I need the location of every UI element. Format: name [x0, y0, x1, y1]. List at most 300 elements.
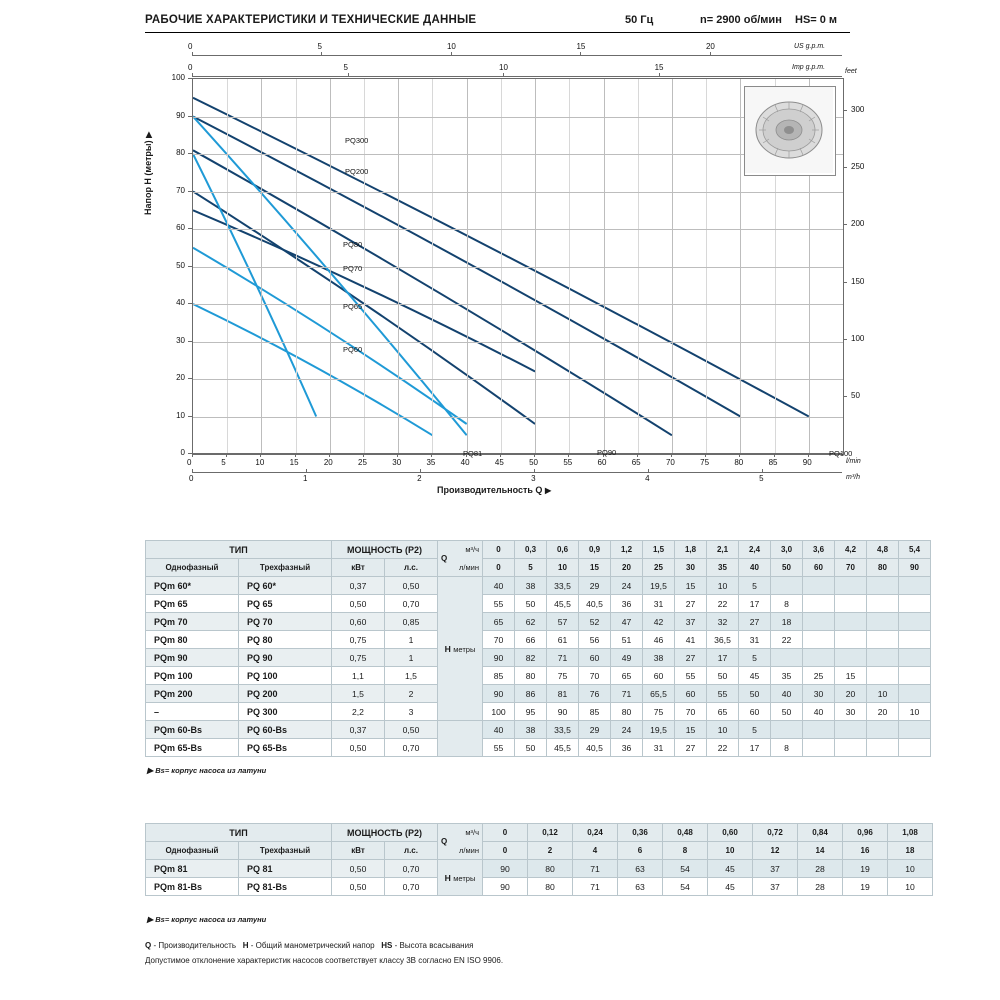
cell-h-3: 63	[618, 878, 663, 896]
cell-kw: 0,75	[332, 631, 385, 649]
cell-h-0: 90	[483, 685, 515, 703]
table-row	[146, 703, 931, 721]
x-tick	[431, 453, 432, 457]
cell-h-9: 40	[771, 685, 803, 703]
cell-h-8: 5	[739, 649, 771, 667]
cell-single-phase: PQm 80	[146, 631, 239, 649]
cell-h-3: 52	[579, 613, 611, 631]
x-tick	[534, 453, 535, 457]
x-tick-label: 10	[255, 458, 265, 467]
x-tick	[500, 453, 501, 457]
x-tick	[363, 453, 364, 457]
cell-h-7: 28	[798, 878, 843, 896]
cell-h-13	[899, 739, 931, 757]
x-axis-unit-m3h: m³/h	[846, 474, 860, 481]
cell-kw: 0,37	[332, 721, 385, 739]
cell-h-4: 51	[611, 631, 643, 649]
th-q-lmin-0: 0	[483, 842, 528, 860]
top2-tick-label: 10	[499, 63, 508, 72]
y-tick-label: 40	[176, 298, 185, 307]
top1-tick-label: 0	[188, 42, 193, 51]
top2-tick	[503, 73, 504, 77]
cell-h-1: 50	[515, 739, 547, 757]
cell-h-8: 5	[739, 577, 771, 595]
cell-h-13	[899, 667, 931, 685]
table2-note: ▶ Bs= корпус насоса из латуни	[147, 915, 267, 924]
cell-h-7: 36,5	[707, 631, 739, 649]
x2-tick-label: 2	[417, 474, 422, 483]
cell-h-6: 60	[675, 685, 707, 703]
cell-h-1: 62	[515, 613, 547, 631]
cell-h-2: 71	[573, 860, 618, 878]
y-right-axis-unit: feet	[845, 68, 857, 75]
cell-h-0: 55	[483, 739, 515, 757]
cell-h-2: 71	[547, 649, 579, 667]
cell-h-11	[835, 631, 867, 649]
cell-h-6: 15	[675, 721, 707, 739]
cell-h-12	[867, 631, 899, 649]
y-tick	[188, 416, 192, 417]
cell-h-6: 37	[753, 860, 798, 878]
top1-tick-label: 20	[705, 42, 715, 51]
table-row	[146, 685, 931, 703]
cell-h-11: 30	[835, 703, 867, 721]
cell-h-12	[867, 667, 899, 685]
x-tick	[397, 453, 398, 457]
th-q-m3h-2: 0,24	[573, 824, 618, 842]
cell-single-phase: PQm 65	[146, 595, 239, 613]
cell-h-8: 60	[739, 703, 771, 721]
cell-hp: 2	[385, 685, 438, 703]
th-q-m3h-7: 0,84	[798, 824, 843, 842]
top1-tick	[451, 52, 452, 56]
x-tick-label: 35	[426, 458, 436, 467]
cell-single-phase: PQm 60-Bs	[146, 721, 239, 739]
cell-h-6: 27	[675, 595, 707, 613]
cell-h-8: 17	[739, 739, 771, 757]
x-tick-label: 85	[768, 458, 778, 467]
header-divider	[145, 32, 850, 33]
cell-h-7: 10	[707, 721, 739, 739]
top1-tick	[710, 52, 711, 56]
y-right-tick	[843, 110, 847, 111]
cell-h-8: 31	[739, 631, 771, 649]
cell-single-phase: PQm 200	[146, 685, 239, 703]
cell-h-0: 40	[483, 577, 515, 595]
cell-three-phase: PQ 81	[239, 860, 332, 878]
cell-h-1: 80	[528, 878, 573, 896]
cell-kw: 0,50	[332, 860, 385, 878]
cell-h-7: 22	[707, 595, 739, 613]
th-q-lmin-9: 50	[771, 559, 803, 577]
th-q-lmin-1: 5	[515, 559, 547, 577]
y-tick	[188, 228, 192, 229]
cell-h-2: 75	[547, 667, 579, 685]
cell-kw: 0,60	[332, 613, 385, 631]
y-tick-label: 80	[176, 148, 185, 157]
th-q-m3h-6: 0,72	[753, 824, 798, 842]
y-right-tick	[843, 282, 847, 283]
th-q-m3h-5: 0,60	[708, 824, 753, 842]
grid-line-horizontal	[193, 417, 843, 418]
cell-h-10: 30	[803, 685, 835, 703]
th-q-lmin-2: 10	[547, 559, 579, 577]
x-tick-label: 0	[187, 458, 192, 467]
page-title: РАБОЧИЕ ХАРАКТЕРИСТИКИ И ТЕХНИЧЕСКИЕ ДАННЫЕ	[145, 14, 477, 26]
th-power-t2: МОЩНОСТЬ (P2)	[332, 824, 438, 842]
th-q-m3h-1: 0,12	[528, 824, 573, 842]
x-tick	[568, 453, 569, 457]
cell-h-7: 65	[707, 703, 739, 721]
cell-h-8: 19	[843, 878, 888, 896]
cell-h-8: 5	[739, 721, 771, 739]
y-tick-label: 70	[176, 185, 185, 195]
cell-h-2: 61	[547, 631, 579, 649]
impeller-image	[744, 86, 836, 176]
grid-line-horizontal	[193, 304, 843, 305]
cell-kw: 2,2	[332, 703, 385, 721]
th-q-lmin-6: 30	[675, 559, 707, 577]
x-tick-label: 90	[802, 458, 812, 467]
th-q-m3h-5: 1,5	[643, 541, 675, 559]
th-power-t1: МОЩНОСТЬ (P2)	[332, 541, 438, 559]
x-tick	[295, 453, 296, 457]
cell-h-12	[867, 739, 899, 757]
y-right-tick-label: 150	[851, 276, 865, 286]
th-q-lmin-10: 60	[803, 559, 835, 577]
y-tick-label: 10	[176, 410, 185, 420]
performance-chart	[143, 40, 865, 505]
th-q-t1: м³/ч Q л/мин	[438, 541, 483, 577]
top2-tick	[192, 73, 193, 77]
cell-h-5: 45	[708, 878, 753, 896]
grid-line-horizontal	[193, 267, 843, 268]
cell-h-12	[867, 613, 899, 631]
cell-h-1: 66	[515, 631, 547, 649]
cell-h-11	[835, 649, 867, 667]
cell-h-2: 81	[547, 685, 579, 703]
performance-table-2	[145, 823, 933, 896]
cell-hp: 1,5	[385, 667, 438, 685]
cell-kw: 1,5	[332, 685, 385, 703]
y-right-tick-label: 250	[851, 162, 865, 172]
th-q-lmin-1: 2	[528, 842, 573, 860]
x-tick-label: 5	[221, 458, 226, 467]
cell-h-7: 50	[707, 667, 739, 685]
cell-h-0: 100	[483, 703, 515, 721]
x2-tick-label: 0	[189, 474, 194, 483]
top-axis-unit-impgpm: Imp g.p.m.	[792, 64, 826, 71]
cell-kw: 0,75	[332, 649, 385, 667]
th-q-lmin-9: 18	[888, 842, 933, 860]
cell-h-12: 20	[867, 703, 899, 721]
cell-h-3: 60	[579, 649, 611, 667]
cell-h-6: 15	[675, 577, 707, 595]
top1-tick-label: 15	[576, 42, 586, 51]
x-tick-label: 15	[289, 458, 299, 467]
cell-h-2: 71	[573, 878, 618, 896]
th-q-lmin-3: 6	[618, 842, 663, 860]
y-tick	[188, 78, 192, 79]
y-right-tick	[843, 224, 847, 225]
cell-hp: 0,85	[385, 613, 438, 631]
cell-three-phase: PQ 65-Bs	[239, 739, 332, 757]
x-tick	[260, 453, 261, 457]
cell-h-10	[803, 721, 835, 739]
cell-h-2: 90	[547, 703, 579, 721]
top2-tick-label: 0	[188, 63, 193, 72]
top1-tick-label: 10	[446, 42, 456, 51]
cell-h-5: 38	[643, 649, 675, 667]
x2-tick-label: 3	[531, 474, 536, 483]
cell-hp: 0,70	[385, 860, 438, 878]
x-tick	[637, 453, 638, 457]
x-tick-label: 80	[734, 458, 744, 467]
y-tick	[188, 191, 192, 192]
cell-h-10: 25	[803, 667, 835, 685]
th-q-m3h-2: 0,6	[547, 541, 579, 559]
th-q-lmin-7: 35	[707, 559, 739, 577]
cell-h-9: 8	[771, 739, 803, 757]
cell-three-phase: PQ 60-Bs	[239, 721, 332, 739]
cell-three-phase: PQ 65	[239, 595, 332, 613]
cell-h-0: 40	[483, 721, 515, 739]
th-q-lmin-4: 20	[611, 559, 643, 577]
grid-line-horizontal	[193, 229, 843, 230]
th-q-m3h-9: 1,08	[888, 824, 933, 842]
table-row	[146, 878, 933, 896]
cell-hp: 0,70	[385, 595, 438, 613]
cell-h-1: 80	[515, 667, 547, 685]
cell-h-11	[835, 739, 867, 757]
cell-h-11	[835, 595, 867, 613]
top2-tick-label: 5	[343, 63, 348, 72]
th-three-t2: Трехфазный	[239, 842, 332, 860]
x-tick	[671, 453, 672, 457]
cell-h-12	[867, 649, 899, 667]
x2-tick	[306, 469, 307, 473]
th-q-m3h-3: 0,9	[579, 541, 611, 559]
cell-hp: 0,70	[385, 739, 438, 757]
th-q-m3h-11: 4,2	[835, 541, 867, 559]
th-q-m3h-8: 0,96	[843, 824, 888, 842]
footer-tolerance: Допустимое отклонение характеристик насосов соответствует классу 3B согласно EN ISO 9906.	[145, 956, 504, 965]
table-row	[146, 631, 931, 649]
cell-h-10	[803, 595, 835, 613]
cell-kw: 1,1	[332, 667, 385, 685]
th-q-lmin-13: 90	[899, 559, 931, 577]
top1-tick-label: 5	[317, 42, 322, 51]
cell-h-4: 80	[611, 703, 643, 721]
cell-h-9: 18	[771, 613, 803, 631]
table-row	[146, 613, 931, 631]
cell-h-11: 20	[835, 685, 867, 703]
cell-h-7: 22	[707, 739, 739, 757]
cell-h-7: 10	[707, 577, 739, 595]
table-row	[146, 577, 931, 595]
page-header	[145, 14, 850, 34]
x-tick-label: 40	[460, 458, 470, 467]
th-q-lmin-3: 15	[579, 559, 611, 577]
cell-h-5: 42	[643, 613, 675, 631]
x2-tick	[534, 469, 535, 473]
cell-three-phase: PQ 100	[239, 667, 332, 685]
cell-h-5: 75	[643, 703, 675, 721]
cell-h-1: 80	[528, 860, 573, 878]
th-q-m3h-6: 1,8	[675, 541, 707, 559]
th-hp-t1: л.с.	[385, 559, 438, 577]
cell-h-5: 65,5	[643, 685, 675, 703]
cell-h-0: 90	[483, 878, 528, 896]
cell-h-0: 65	[483, 613, 515, 631]
y-tick	[188, 116, 192, 117]
th-q-m3h-4: 0,48	[663, 824, 708, 842]
cell-h-3: 63	[618, 860, 663, 878]
cell-h-2: 57	[547, 613, 579, 631]
cell-h-4: 54	[663, 860, 708, 878]
x-tick-label: 50	[529, 458, 538, 467]
th-q-t2: м³/ч Q л/мин	[438, 824, 483, 860]
cell-h-6: 27	[675, 739, 707, 757]
performance-table-1	[145, 540, 931, 757]
cell-three-phase: PQ 200	[239, 685, 332, 703]
cell-h-6: 37	[753, 878, 798, 896]
cell-h-5: 31	[643, 739, 675, 757]
y-tick	[188, 303, 192, 304]
speed-label: n= 2900 об/мин	[700, 14, 782, 26]
cell-h-9: 50	[771, 703, 803, 721]
y-tick-label: 100	[171, 73, 185, 82]
cell-hp: 0,50	[385, 577, 438, 595]
th-q-m3h-3: 0,36	[618, 824, 663, 842]
cell-h-4: 36	[611, 595, 643, 613]
cell-hp: 3	[385, 703, 438, 721]
x2-tick	[192, 469, 193, 473]
table-row	[146, 739, 931, 757]
y-tick-label: 60	[176, 223, 185, 232]
cell-h-5: 31	[643, 595, 675, 613]
y-tick-label: 50	[176, 260, 185, 270]
th-q-m3h-9: 3,0	[771, 541, 803, 559]
cell-h-6: 41	[675, 631, 707, 649]
th-q-m3h-8: 2,4	[739, 541, 771, 559]
y-right-tick	[843, 167, 847, 168]
cell-h-10	[803, 739, 835, 757]
x2-tick-label: 1	[303, 474, 308, 483]
cell-h-13	[899, 631, 931, 649]
y-tick	[188, 153, 192, 154]
x-tick	[226, 453, 227, 457]
cell-h-10: 40	[803, 703, 835, 721]
grid-line-horizontal	[193, 379, 843, 380]
cell-h-3: 85	[579, 703, 611, 721]
x-tick	[329, 453, 330, 457]
th-q-lmin-12: 80	[867, 559, 899, 577]
x-tick-label: 70	[665, 458, 675, 467]
th-q-lmin-7: 14	[798, 842, 843, 860]
top2-tick	[348, 73, 349, 77]
top2-tick-label: 15	[654, 63, 664, 72]
x2-tick-label: 5	[759, 474, 764, 483]
cell-kw: 0,37	[332, 577, 385, 595]
curve-label-pq300: PQ300	[345, 136, 369, 145]
cell-h-4: 49	[611, 649, 643, 667]
th-q-lmin-0: 0	[483, 559, 515, 577]
x-tick-label: 55	[563, 458, 573, 467]
top1-tick	[192, 52, 193, 56]
th-q-lmin-11: 70	[835, 559, 867, 577]
cell-three-phase: PQ 81-Bs	[239, 878, 332, 896]
cell-h-13	[899, 595, 931, 613]
x-axis-line	[192, 453, 842, 454]
th-q-lmin-4: 8	[663, 842, 708, 860]
cell-h-7: 17	[707, 649, 739, 667]
cell-h-6: 37	[675, 613, 707, 631]
cell-h-3: 76	[579, 685, 611, 703]
y-right-tick-label: 50	[851, 390, 860, 400]
cell-kw: 0,50	[332, 878, 385, 896]
cell-h-9: 22	[771, 631, 803, 649]
cell-h-5: 19,5	[643, 577, 675, 595]
cell-h-12: 10	[867, 685, 899, 703]
cell-h-10	[803, 577, 835, 595]
cell-three-phase: PQ 90	[239, 649, 332, 667]
curve-label-pq80: PQ80	[343, 240, 363, 249]
cell-h-2: 45,5	[547, 595, 579, 613]
cell-single-phase: PQm 90	[146, 649, 239, 667]
cell-h-8: 50	[739, 685, 771, 703]
th-q-m3h-10: 3,6	[803, 541, 835, 559]
footer-legend: Q - Производительность H - Общий манометрический напор HS - Высота всасывания	[145, 941, 474, 950]
th-q-m3h-7: 2,1	[707, 541, 739, 559]
x2-tick	[420, 469, 421, 473]
th-q-lmin-5: 10	[708, 842, 753, 860]
cell-single-phase: –	[146, 703, 239, 721]
grid-line-horizontal	[193, 342, 843, 343]
x-axis-line-2	[192, 472, 842, 473]
y-right-tick	[843, 339, 847, 340]
cell-h-4: 71	[611, 685, 643, 703]
y-axis-title: Напор H (метры) ▶	[143, 131, 153, 215]
th-single-t1: Однофазный	[146, 559, 239, 577]
y-right-tick-label: 100	[851, 333, 865, 343]
cell-h-11	[835, 577, 867, 595]
cell-h-6: 27	[675, 649, 707, 667]
cell-h-1: 38	[515, 577, 547, 595]
grid-line-horizontal	[193, 192, 843, 193]
x2-tick-label: 4	[645, 474, 650, 483]
table-row	[146, 721, 931, 739]
cell-h-2: 33,5	[547, 577, 579, 595]
cell-h-3: 40,5	[579, 739, 611, 757]
x-tick-label: 45	[494, 458, 504, 467]
cell-h-5: 19,5	[643, 721, 675, 739]
cell-three-phase: PQ 60*	[239, 577, 332, 595]
chart-top-axis	[188, 40, 842, 78]
cell-h-0: 55	[483, 595, 515, 613]
cell-single-phase: PQm 65-Bs	[146, 739, 239, 757]
cell-three-phase: PQ 300	[239, 703, 332, 721]
table-row	[146, 595, 931, 613]
x-tick	[192, 453, 193, 457]
frequency-label: 50 Гц	[625, 14, 654, 26]
cell-h-3: 56	[579, 631, 611, 649]
curve-label-pq200: PQ200	[345, 167, 369, 176]
cell-h-7: 28	[798, 860, 843, 878]
cell-h-0: 85	[483, 667, 515, 685]
cell-h-9: 10	[888, 878, 933, 896]
cell-h-0: 90	[483, 649, 515, 667]
